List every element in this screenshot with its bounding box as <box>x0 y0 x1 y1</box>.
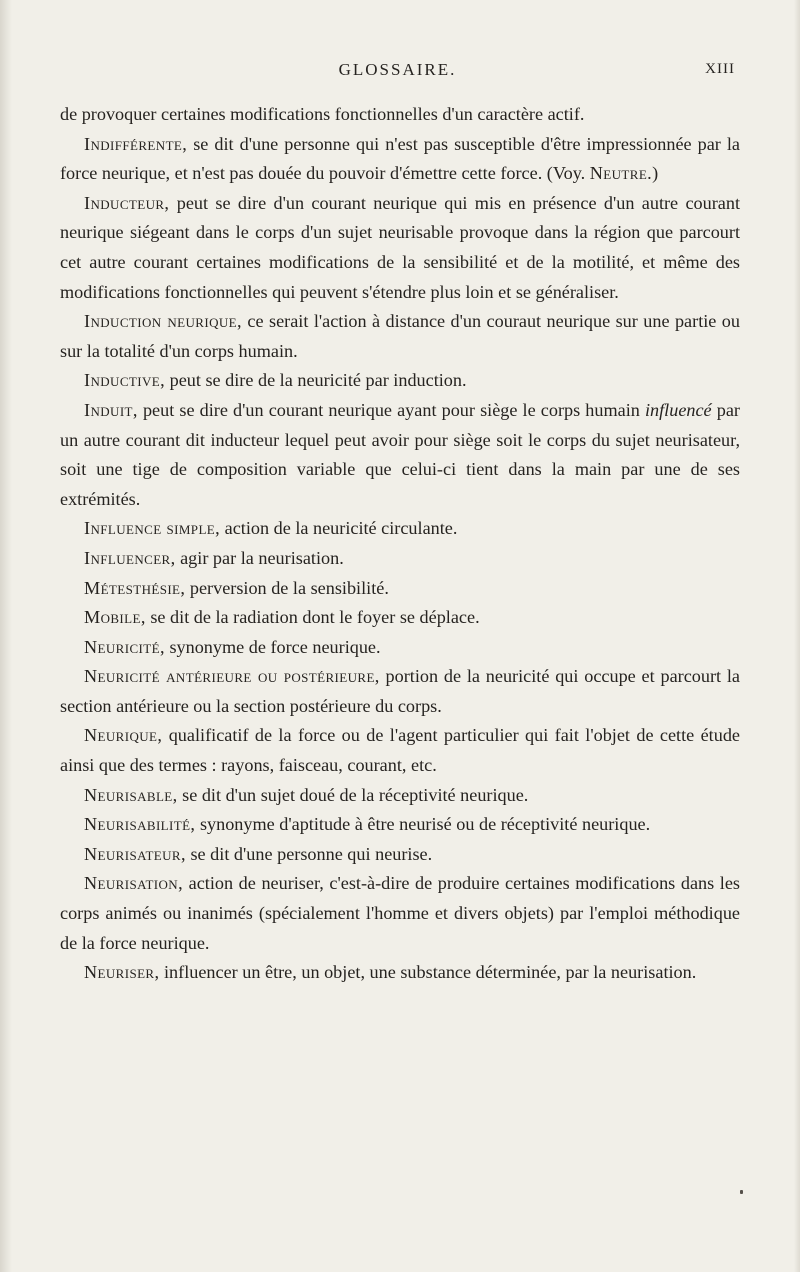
entry-term: Neuriser, <box>84 962 160 983</box>
entry-definition-cont: par un autre courant dit inducteur lequel peut avoir pour siège soit le corps du sujet neurisateur, soit une tige de composition variable que celui-ci tient dans la main par une de ses extrémités. <box>60 399 740 509</box>
glossary-entry-neuriser <box>60 958 740 988</box>
running-title: GLOSSAIRE. <box>338 60 457 79</box>
glossary-entry-inductive <box>60 366 740 396</box>
entry-emphasis: influencé <box>644 399 712 420</box>
entry-term: Influence simple, <box>84 518 221 539</box>
entry-definition-end: ) <box>652 163 659 184</box>
continuation-paragraph: de provoquer certaines modifications fonctionnelles d'un caractère actif. <box>60 104 585 124</box>
entry-definition: perversion de la sensibilité. <box>185 577 389 598</box>
entry-definition: synonyme de force neurique. <box>164 636 381 657</box>
entry-definition: portion de la neuricité qui occupe et parcourt la section antérieure ou la section postérieure du corps. <box>60 666 740 716</box>
entry-definition: action de neuriser, c'est-à-dire de produire certaines modifications dans les corps animés ou inanimés (spécialement l'homme et divers objets) par l'emploi méthodique de la force neurique. <box>60 873 740 953</box>
entry-term: Neuricité, <box>84 636 165 657</box>
entry-term: Neurisabilité, <box>84 814 196 835</box>
entry-term: Neuricité antérieure ou postérieure, <box>84 666 380 687</box>
entry-definition: agir par la neurisation. <box>175 547 344 568</box>
entry-term: Neurique, <box>84 725 163 746</box>
entry-term: Neurisable, <box>84 784 178 805</box>
entry-term: Inducteur, <box>84 192 170 213</box>
entry-term: Indifférente, <box>84 133 188 154</box>
entry-definition: ce serait l'action à distance d'un couraut neurique sur une partie ou sur la totalité d'un corps humain. <box>60 311 740 361</box>
glossary-entry-neurisation <box>60 869 740 958</box>
glossary-entry-neurisable <box>60 781 740 811</box>
glossary-entry-inducteur <box>60 189 740 307</box>
entry-definition: peut se dire de la neuricité par induction. <box>165 370 467 391</box>
page-edge-shadow-left <box>0 0 12 1272</box>
glossary-entry-neurisateur <box>60 840 740 870</box>
entry-cross-reference: Neutre. <box>589 163 653 184</box>
glossary-entry-metesthesie <box>60 574 740 604</box>
glossary-entry-induction-neurique <box>60 307 740 366</box>
entry-definition: se dit d'une personne qui neurise. <box>185 843 433 864</box>
ink-speck <box>740 1190 743 1194</box>
glossary-entry-indifferente <box>60 130 740 189</box>
page-edge-shadow-right <box>794 0 800 1272</box>
glossary-entry-mobile <box>60 603 740 633</box>
entry-definition: action de la neuricité circulante. <box>220 518 458 539</box>
glossary-entry-neuricite <box>60 633 740 663</box>
entry-definition: se dit d'un sujet doué de la réceptivité neurique. <box>177 784 529 805</box>
page-number: XIII <box>705 61 735 77</box>
entry-term: Induit, <box>84 399 138 420</box>
entry-term: Métesthésie, <box>84 577 186 598</box>
entry-definition: se dit d'une personne qui n'est pas susceptible d'être impressionnée par la force neurique, et n'est pas douée du pouvoir d'émettre cette force. (Voy. <box>60 133 740 184</box>
entry-definition: se dit de la radiation dont le foyer se déplace. <box>145 607 480 628</box>
glossary-entry-influence-simple <box>60 514 740 544</box>
glossary-entry-induit <box>60 396 740 514</box>
entry-definition: synonyme d'aptitude à être neurisé ou de réceptivité neurique. <box>195 814 651 835</box>
entry-definition: peut se dire d'un courant neurique qui mis en présence d'un autre courant neurique siégeant dans le corps d'un sujet neurisable provoque dans la région que parcourt cet autre courant certaines modifications de la sensibilité et de la motilité, et même des modifications fonctionnelles qui peuvent s'étendre plus loin et se généraliser. <box>60 192 740 302</box>
entry-term: Mobile, <box>84 607 146 628</box>
glossary-entry-neurique <box>60 721 740 780</box>
entry-term: Inductive, <box>84 370 166 391</box>
entry-definition: influencer un être, un objet, une substance déterminée, par la neurisation. <box>159 962 697 983</box>
entry-definition: qualificatif de la force ou de l'agent particulier qui fait l'objet de cette étude ainsi que des termes : rayons, faisceau, courant, etc. <box>60 725 740 776</box>
entry-term: Influencer, <box>84 547 176 568</box>
glossary-entry-neuricite-anterieure <box>60 662 740 721</box>
page-header <box>60 60 735 86</box>
entry-term: Induction neurique, <box>84 311 242 332</box>
glossary-entry-influencer <box>60 544 740 574</box>
entry-term: Neurisation, <box>84 873 184 894</box>
entry-term: Neurisateur, <box>84 843 186 864</box>
glossary-body <box>60 100 740 988</box>
glossary-entry-neurisabilite <box>60 810 740 840</box>
entry-definition: peut se dire d'un courant neurique ayant pour siège le corps humain <box>137 399 645 420</box>
